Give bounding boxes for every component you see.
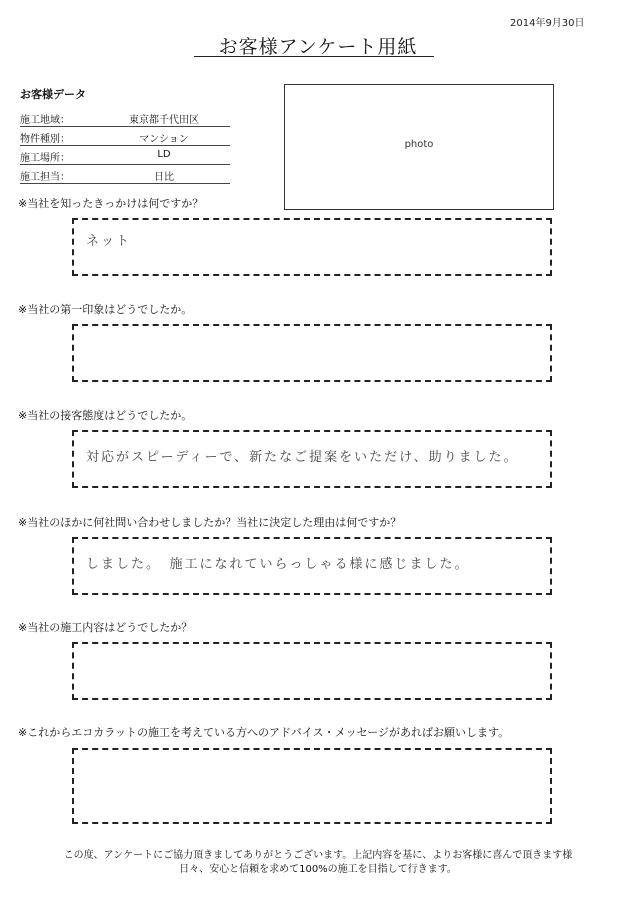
question-6-label: ※これからエコカラットの施工を考えている方へのアドバイス・メッセージがあればお願いします。: [18, 726, 510, 739]
answer-4-text: しました。 施工になれていらっしゃる様に感じました。: [86, 557, 470, 572]
info-key-staff: 施工担当：: [20, 172, 70, 183]
question-4-label: ※当社のほかに何社問い合わせしましたか？当社に決定した理由は何ですか？: [18, 516, 402, 529]
answer-box-3: [72, 430, 552, 488]
info-key-property-type: 物件種別：: [20, 134, 70, 145]
answer-box-5: [72, 642, 552, 700]
question-2-label: ※当社の第一印象はどうでしたか。: [18, 303, 193, 316]
info-key-location: 施工場所：: [20, 153, 70, 164]
question-1-label: ※当社を知ったきっかけは何ですか？: [18, 197, 204, 210]
info-value-location: LD: [157, 149, 171, 160]
info-value-property-type: マンション: [139, 134, 189, 145]
page-title: お客様アンケート用紙: [218, 36, 418, 58]
info-value-staff: 日比: [154, 172, 174, 183]
answer-1-text: ネット: [86, 234, 132, 249]
footer-line-1: この度、アンケートにご協力頂きましてありがとうございます。上記内容を基に、よりお客様に喜んで頂きます様: [63, 850, 573, 861]
info-row-property-type: [20, 127, 230, 146]
answer-box-2: [72, 324, 552, 382]
answer-3-text: 対応がスピーディーで、新たなご提案をいただけ、助りました。: [86, 450, 519, 465]
survey-date: 2014年9月30日: [510, 18, 585, 29]
answer-box-1: [72, 218, 552, 276]
answer-box-6: [72, 748, 552, 824]
photo-placeholder: [284, 84, 554, 210]
info-key-area: 施工地域：: [20, 115, 70, 126]
title-underline: [194, 56, 434, 57]
question-3-label: ※当社の接客態度はどうでしたか。: [18, 409, 193, 422]
customer-data-heading: お客様データ: [20, 88, 86, 101]
info-row-location: [20, 146, 230, 165]
answer-box-4: [72, 537, 552, 595]
footer-line-2: 日々、安心と信頼を求めて100%の施工を目指して行きます。: [179, 864, 457, 875]
question-5-label: ※当社の施工内容はどうでしたか？: [18, 621, 193, 634]
info-row-staff: [20, 165, 230, 184]
info-row-area: [20, 108, 230, 127]
info-value-area: 東京都千代田区: [129, 115, 199, 126]
photo-label: photo: [404, 139, 434, 150]
